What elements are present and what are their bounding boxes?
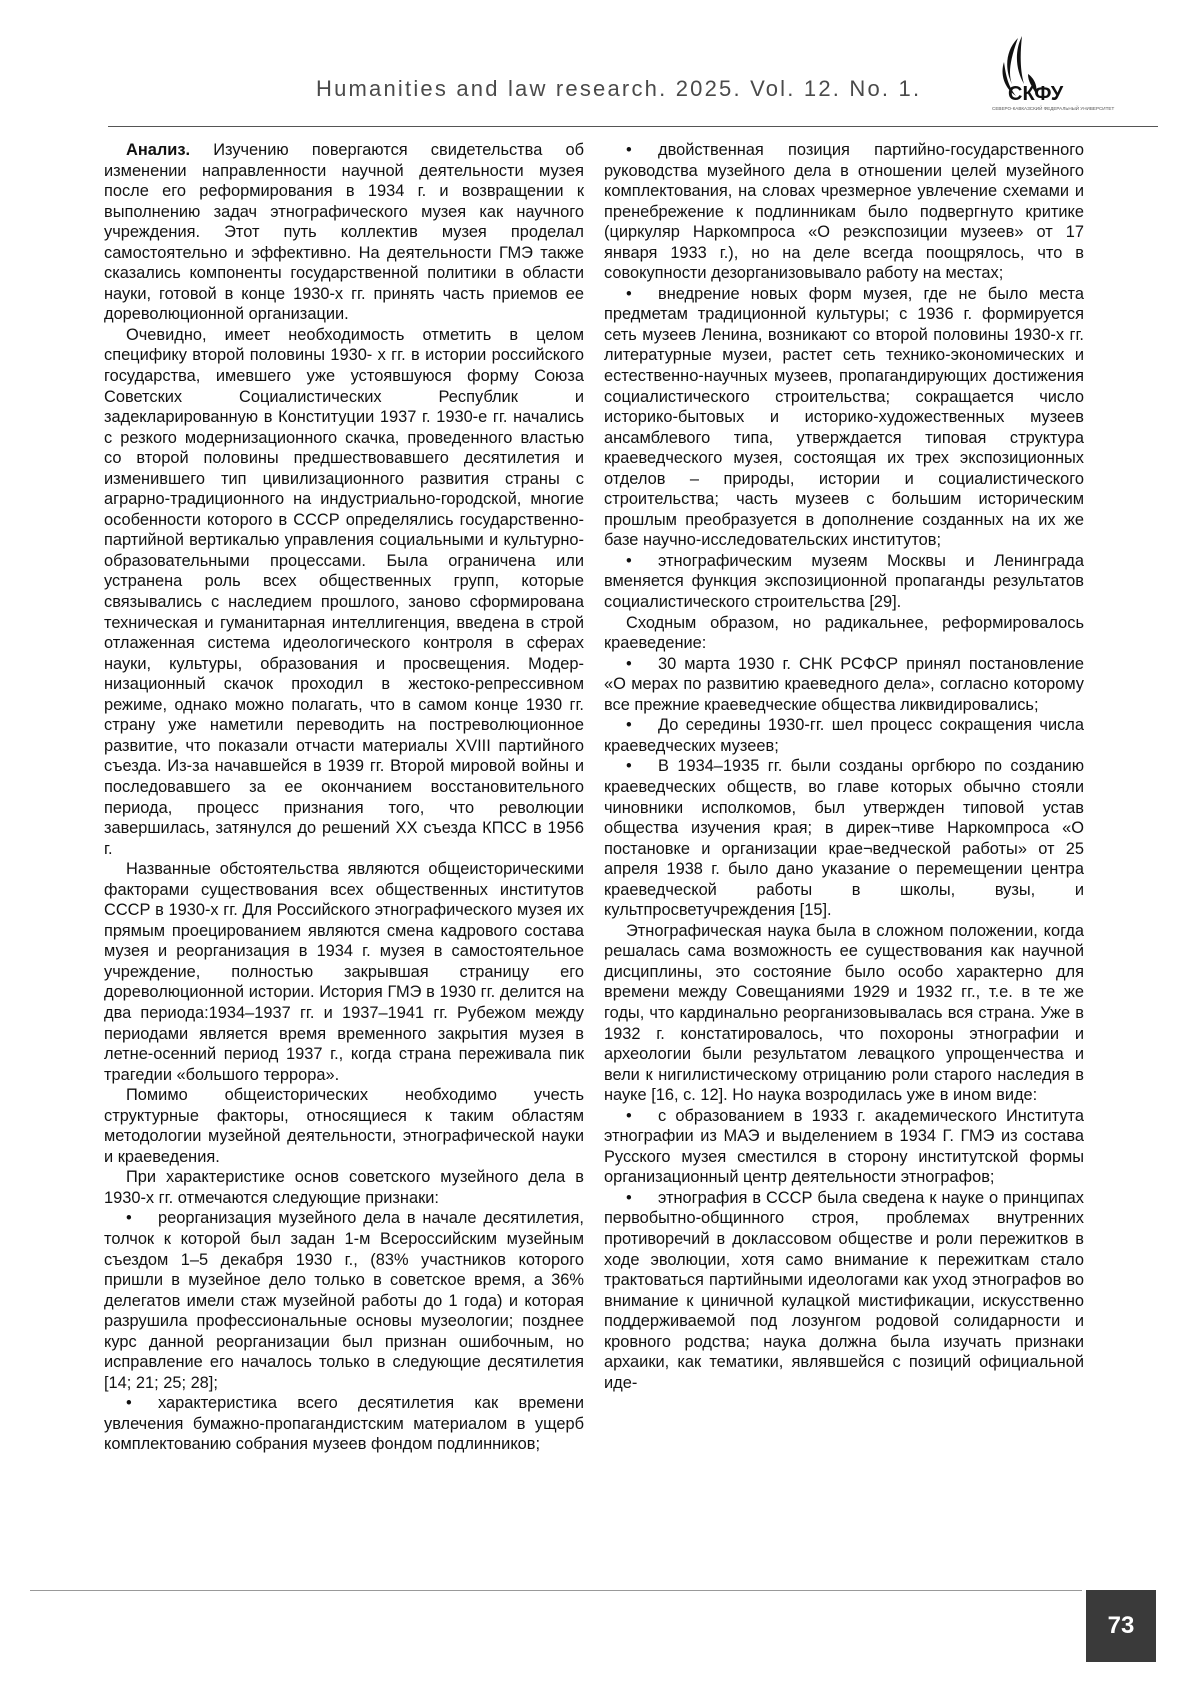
bullet-text: внедрение новых форм музея, где не было ме­ста предметам традиционной культуры; с 1936 г. фор­мируется сеть музеев Ленина, возникают со второй половины 1930-х гг. литературные музеи, растет сеть технико-экономических и естественно-научных музе­ев, пропагандирующих достижения социалистического строительства; сокращается число историко-бытовых и историко-художественных музеев ансамблевого типа, утверждается типовая структура краеведческого музея, состоящая их трех экспозиционных отделов – природы, истории и социалистического строительства; часть му­зеев с большим историческим прошлым преобразуется в дополнение созданных на их же базе научно-исследо­вательских институтов; (604, 285, 1084, 550)
bullet-item (604, 715, 1084, 756)
paragraph: Помимо общеисторических необходимо учесть структурные факторы, относящиеся к таким областям методологии музейной деятельности, этнографической науки и краеведения. (104, 1085, 584, 1167)
paragraph: Названные обстоятельства являются общеисториче­скими факторами существования всех общественных институтов СССР в 1930-х гг. Для Российского этногра­фического музея их прямым проецированием являются смена кадрового состава музея и реорганизация в 1934 г. музея в самостоятельное учреждение, полностью за­крывшая страницу его дореволюционной истории. Исто­рия ГМЭ в 1930 гг. делится на два периода:1934–1937 гг. и 1937–1941 гг. Рубежом между периодами являет­ся время временного закрытия музея в летне-осенний период 1937 г., когда страна переживала пик трагедии «большого террора». (104, 859, 584, 1085)
bullet-icon: • (104, 1208, 158, 1229)
svg-text:СКФУ: СКФУ (1008, 83, 1064, 105)
bullet-icon: • (604, 1188, 658, 1209)
bullet-icon: • (604, 140, 658, 161)
bullet-item (104, 1208, 584, 1393)
bullet-item (604, 1188, 1084, 1393)
page-header (0, 0, 1200, 128)
bullet-icon: • (604, 654, 658, 675)
journal-title: Humanities and law research. 2025. Vol. 12. No. 1. (316, 76, 921, 102)
bullet-icon: • (604, 1106, 658, 1127)
bullet-icon: • (604, 284, 658, 305)
paragraph: Этнографическая наука была в сложном положении, когда решалась сама возможность ее существования как научной дисциплины, это состояние было особо характерно для времени между Совещаниями 1929 и 1932 гг., т.е. в те же годы, что кардинально реоргани­зовывалась вся страна. Уже в 1932 г. констатировалось, что похороны этнографии и археологии были результа­том левацкого упрощенчества и вели к нигилистическо­му отрицанию роли старого наследия в науке [16, с. 12]. Но наука возродилась уже в ином виде: (604, 921, 1084, 1106)
paragraph: Сходным образом, но радикальнее, реформирова­лось краеведение: (604, 613, 1084, 654)
bullet-item (104, 1393, 584, 1455)
bullet-text: характеристика всего десятилетия как време­ни увлечения бумажно-пропагандистским материалом в ущерб комплектованию собрания музеев фондом под­линников; (104, 1394, 584, 1453)
page-number: 73 (1086, 1590, 1156, 1662)
bullet-text: реорганизация музейного дела в начале деся­тилетия, толчок к которой был задан 1-м Всероссийским музейным съездом 1–5 декабря 1930 г., (83% участников которого пришли в музейное дело только в советское время, а 36% делегатов имели стаж музейной работы до 1 года) и которая разрушила профессиональные ос­новы музеологии; позднее курс данной реорганизации был признан ошибочным, но исправление его началось только в следующие десятилетия [14; 21; 25; 28]; (104, 1209, 584, 1391)
bullet-item (604, 654, 1084, 716)
bullet-text: 30 марта 1930 г. СНК РСФСР принял поста­новление «О мерах по развитию краеведного дела», со­гласно которому все прежние краеведческие общества ликвидировались; (604, 655, 1084, 714)
bullet-text: До середины 1930-гг. шел процесс сокращения числа краеведческих музеев; (604, 716, 1084, 755)
university-logo (978, 34, 1088, 118)
footer-rule (30, 1590, 1082, 1591)
right-column (604, 140, 1084, 1393)
paragraph (104, 140, 584, 325)
svg-text:СЕВЕРО-КАВКАЗСКИЙ ФЕДЕРАЛЬНЫЙ: СЕВЕРО-КАВКАЗСКИЙ ФЕДЕРАЛЬНЫЙ УНИВЕРСИТЕТ (992, 104, 1114, 111)
bullet-icon: • (104, 1393, 158, 1414)
bullet-icon: • (604, 551, 658, 572)
skfu-wing-icon (978, 34, 1088, 118)
paragraph: При характеристике основ советского музейного дела в 1930-х гг. отмечаются следующие признаки: (104, 1167, 584, 1208)
bullet-icon: • (604, 715, 658, 736)
bullet-text: двойственная позиция партийно-государствен­ного руководства музейного дела в отношении целей музейного комплектования, на словах чрезмерное увле­чение схемами и пренебрежение к подлинникам было подвергнуто критике (циркуляр Наркомпроса «О реэкс­позиции музеев» от 17 января 1933 г.), но на деле всег­да поощрялось, что в совокупности дезорганизовывало работу на местах; (604, 141, 1084, 282)
bullet-icon: • (604, 756, 658, 777)
bullet-text: с образованием в 1933 г. академического Ин­ститута этнографии из МАЭ и выделением в 1934 Г. ГМЭ из состава Русского музея сместился в сторону институтской формы организационный центр деятель­ности этнографов; (604, 1107, 1084, 1187)
bullet-text: этнографическим музеям Москвы и Ленингра­да вменяется функция экспозиционной пропаганды ре­зультатов социалистического строительства [29]. (604, 552, 1084, 611)
header-rule (108, 126, 1158, 127)
bullet-item (604, 140, 1084, 284)
paragraph-text: Изучению повергаются свидетельства об изменении направленности научной деятельности му­зея после его реформирования в 1934 г. и возвращении к выполнению задач этнографического музея как науч­ного учреждения. Этот путь коллектив музея проделал самостоятельно и эффективно. На деятельности ГМЭ также сказались компоненты государственной политики в области науки, готовой в конце 1930-х гг. принять часть приемов ее дореволюционной организации. (104, 141, 584, 323)
bullet-item (604, 756, 1084, 920)
bullet-item (604, 284, 1084, 551)
left-column (104, 140, 584, 1455)
bullet-item (604, 551, 1084, 613)
bullet-text: В 1934–1935 гг. были созданы оргбюро по соз­данию краеведческих обществ, во главе которых обыч­но стояли чиновники исполкомов, был утвержден ти­повой устав общества изучения края; в дирек¬тиве Наркомпроса «О постановке и организации крае¬ведче­ской работы» от 25 апреля 1938 г. было дано указание о перемещении центра краеведческой работы в школы, вузы, и культпросветучреждения [15]. (604, 757, 1084, 919)
bullet-text: этнография в СССР была сведена к науке о принципах первобытно-общинного строя, проблемах внутренних противоречий в доклассовом обществе и роли пережитков в ходе эволюции, хотя само внима­ние к пережиткам стало трактоваться партийными иде­ологами как уход этнографов во внимание к циничной кулацкой мистификации, искусственно поддерживае­мой под лозунгом родовой солидарности и кровного родства; наука должна была изучать признаки архаики, как тематики, являвшейся с позиций официальной иде­- (604, 1189, 1084, 1392)
section-lead: Анализ. (126, 141, 190, 159)
paragraph: Очевидно, имеет необходимость отметить в це­лом специфику второй половины 1930- х гг. в истории российского государства, имевшего уже устоявшуюся форму Союза Советских Социалистических Республик и задекларированную в Конституции 1937 г. 1930-е гг. начались с резкого модернизационного скачка, прове­денного властью со второй половины предшествовав­шего десятилетия и изменившего тип цивилизационного развития страны с аграрно-традиционного на индустри­ально-городской, многие особенности которого в СССР определялись государственно-партийной вертикалью управления социальными и культурно-образовательны­ми процессами. Была ограничена или устранена роль всех общественных групп, которые связывались с на­следием прошлого, заново сформирована техническая и гуманитарная интеллигенция, введена в строй отла­женная система идеологического контроля в сферах науки, культуры, образования и просвещения. Модер­низационный скачок проходил в жестоко-репрессивном режиме, однако можно полагать, что в самом конце 1930 гг. страну уже наметили переводить на постреволюци­онное развитие, что показали отчасти материалы XVIII партийного съезда. Из-за начавшейся в 1939 гг. Второй мировой войны и последовавшего за ее окончанием восстановительного периода, процесс признания того, что революции завершилась, затянулся до решений XX съезда КПСС в 1956 г. (104, 325, 584, 859)
bullet-item (604, 1106, 1084, 1188)
